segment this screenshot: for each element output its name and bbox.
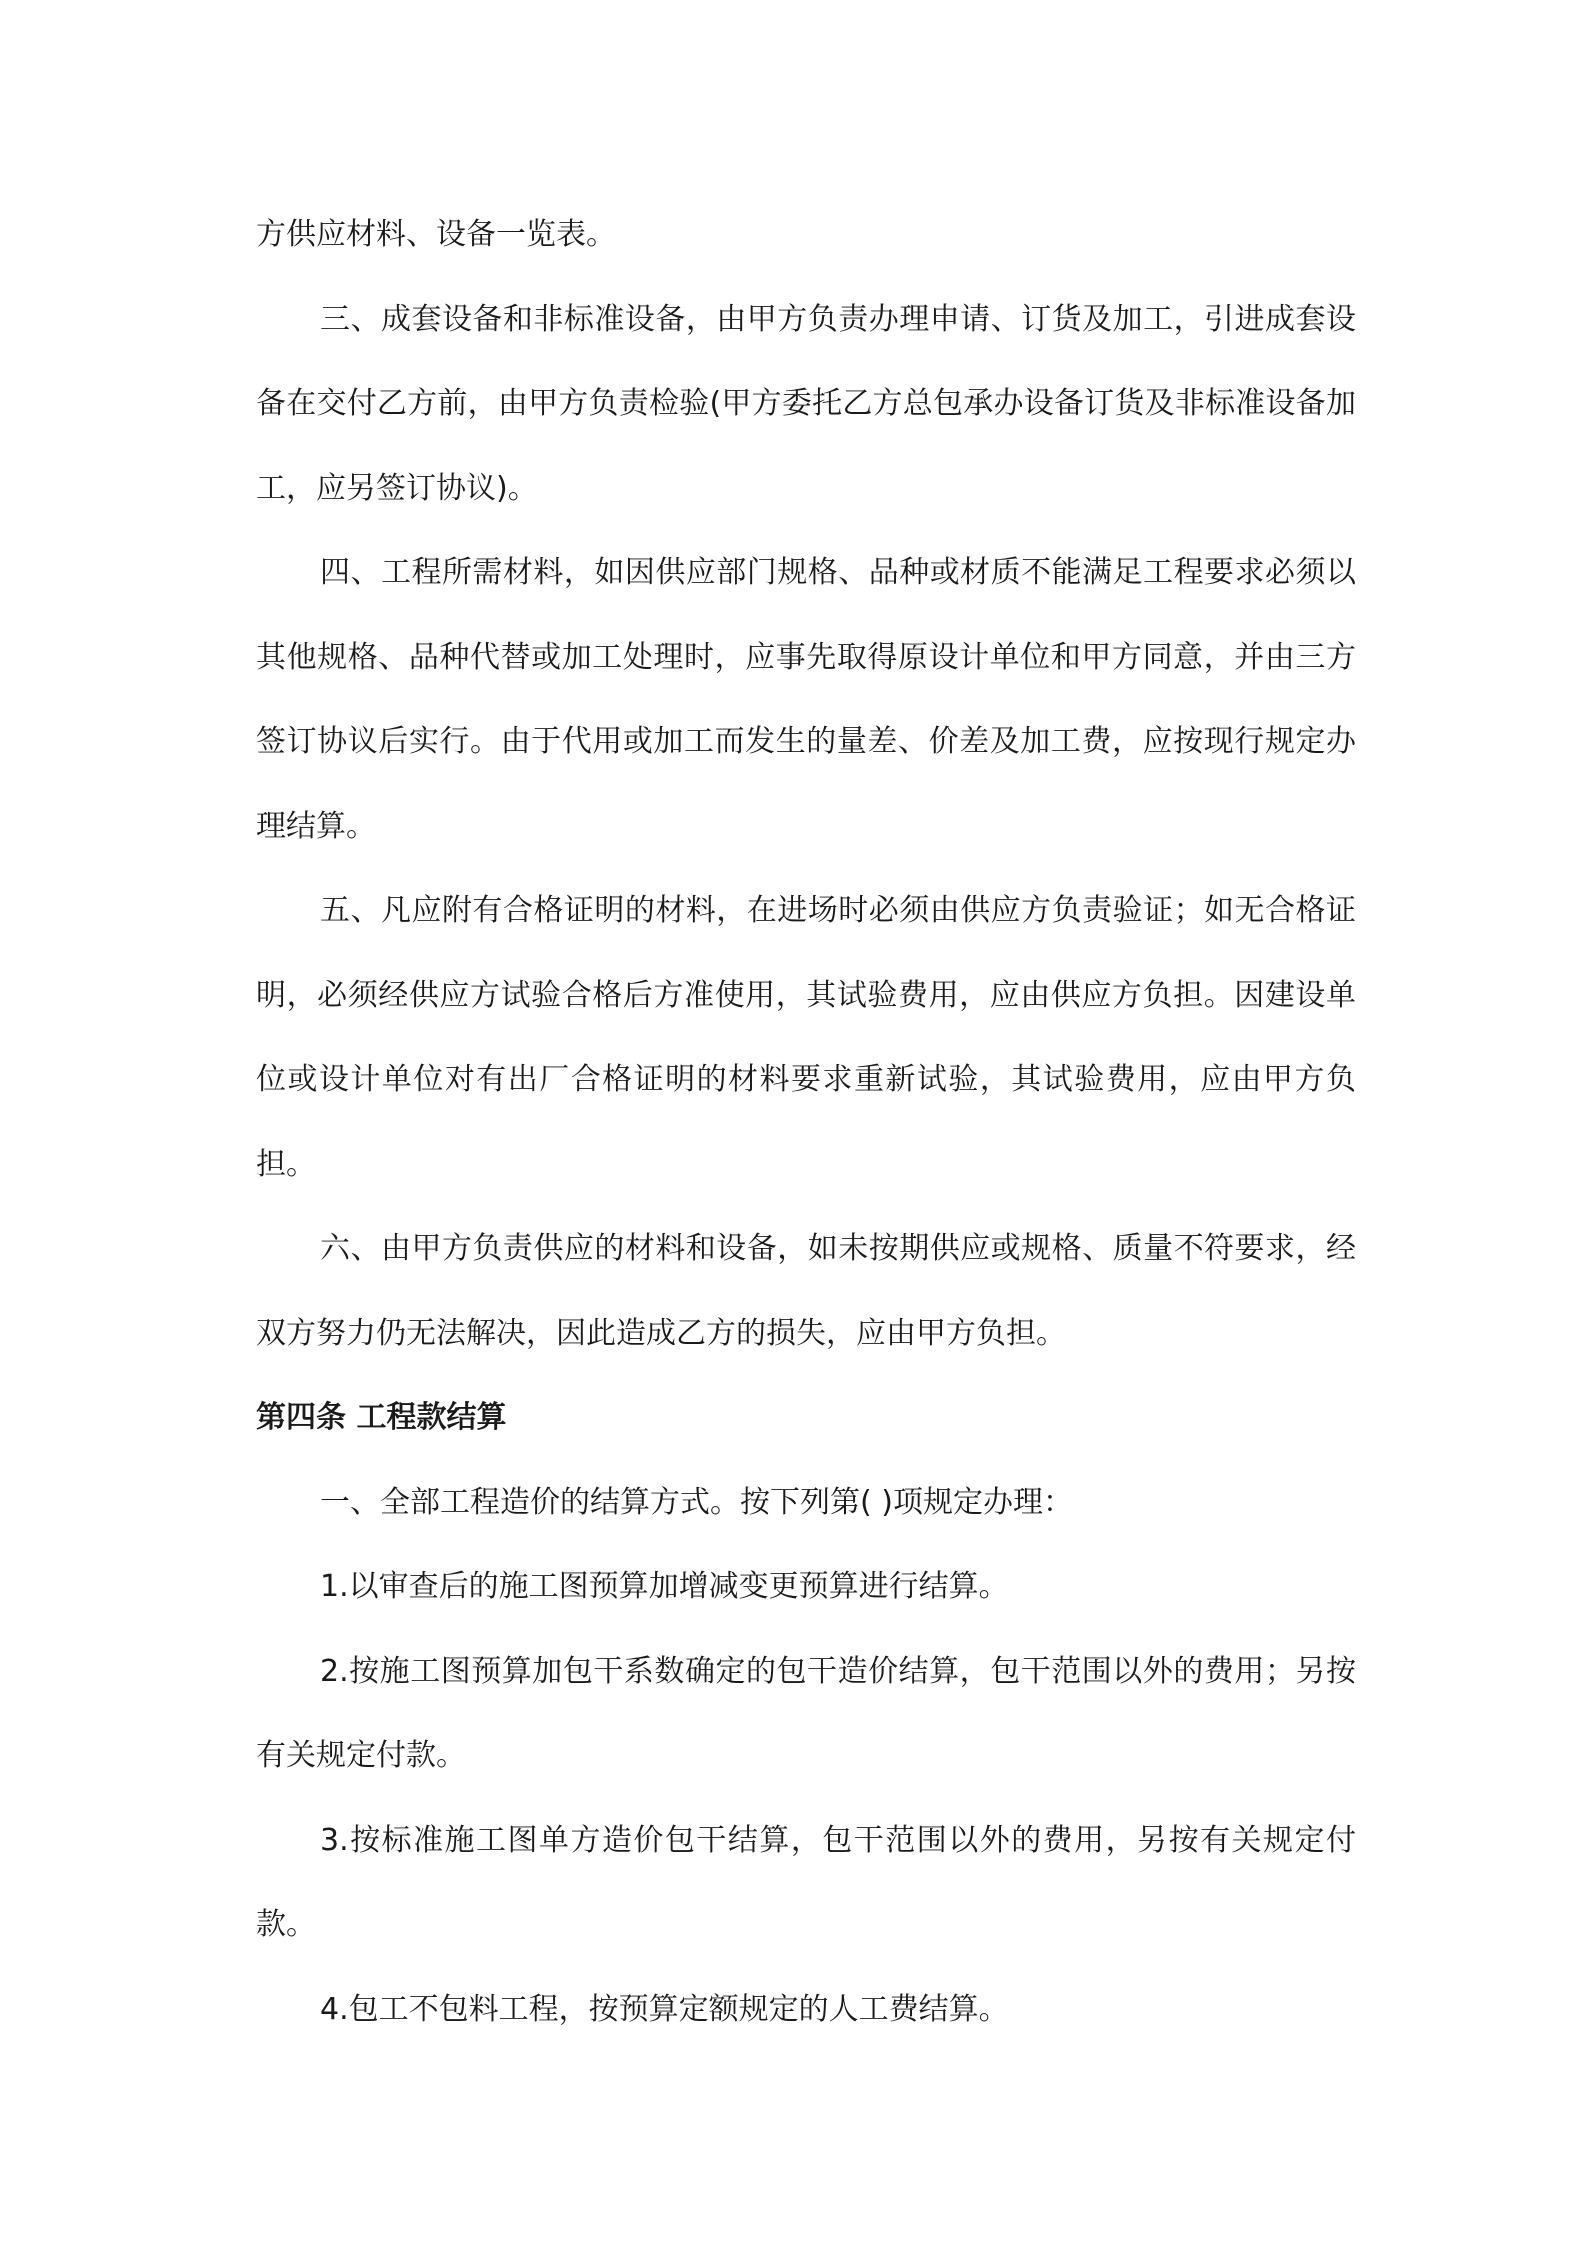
paragraph-clause-4: 四、工程所需材料，如因供应部门规格、品种或材质不能满足工程要求必须以其他规格、品种代替或加工处理时，应事先取得原设计单位和甲方同意，并由三方签订协议后实行。由于代用或加工而发生的量差、价差及加工费，应按现行规定办理结算。 — [256, 555, 1356, 844]
paragraph-option-4: 4.包工不包料工程，按预算定额规定的人工费结算。 — [320, 1991, 1009, 2027]
section-heading: 第四条 工程款结算 — [256, 1400, 507, 1435]
paragraph-option-1: 1.以审查后的施工图预算加增减变更预算进行结算。 — [320, 1569, 1009, 1604]
paragraph-option-2: 2.按施工图预算加包干系数确定的包干造价结算，包干范围以外的费用；另按有关规定付款。 — [256, 1653, 1356, 1773]
paragraph-clause-3: 三、成套设备和非标准设备，由甲方负责办理申请、订货及加工，引进成套设备在交付乙方前，由甲方负责检验(甲方委托乙方总包承办设备订货及非标准设备加工，应另签订协议)。 — [256, 301, 1356, 506]
paragraph-clause-6: 六、由甲方负责供应的材料和设备，如未按期供应或规格、质量不符要求，经双方努力仍无法解决，因此造成乙方的损失，应由甲方负担。 — [256, 1231, 1356, 1351]
paragraph-settlement-method: 一、全部工程造价的结算方式。按下列第( )项规定办理： — [320, 1484, 1073, 1520]
paragraph-option-3: 3.按标准施工图单方造价包干结算，包干范围以外的费用，另按有关规定付款。 — [256, 1822, 1356, 1942]
paragraph-continuation: 方供应材料、设备一览表。 — [256, 217, 616, 252]
paragraph-clause-5: 五、凡应附有合格证明的材料，在进场时必须由供应方负责验证；如无合格证明，必须经供应方试验合格后方准使用，其试验费用，应由供应方负担。因建设单位或设计单位对有出厂合格证明的材料要求重新试验，其试验费用，应由甲方负担。 — [256, 893, 1356, 1182]
document-body — [256, 193, 1356, 2052]
